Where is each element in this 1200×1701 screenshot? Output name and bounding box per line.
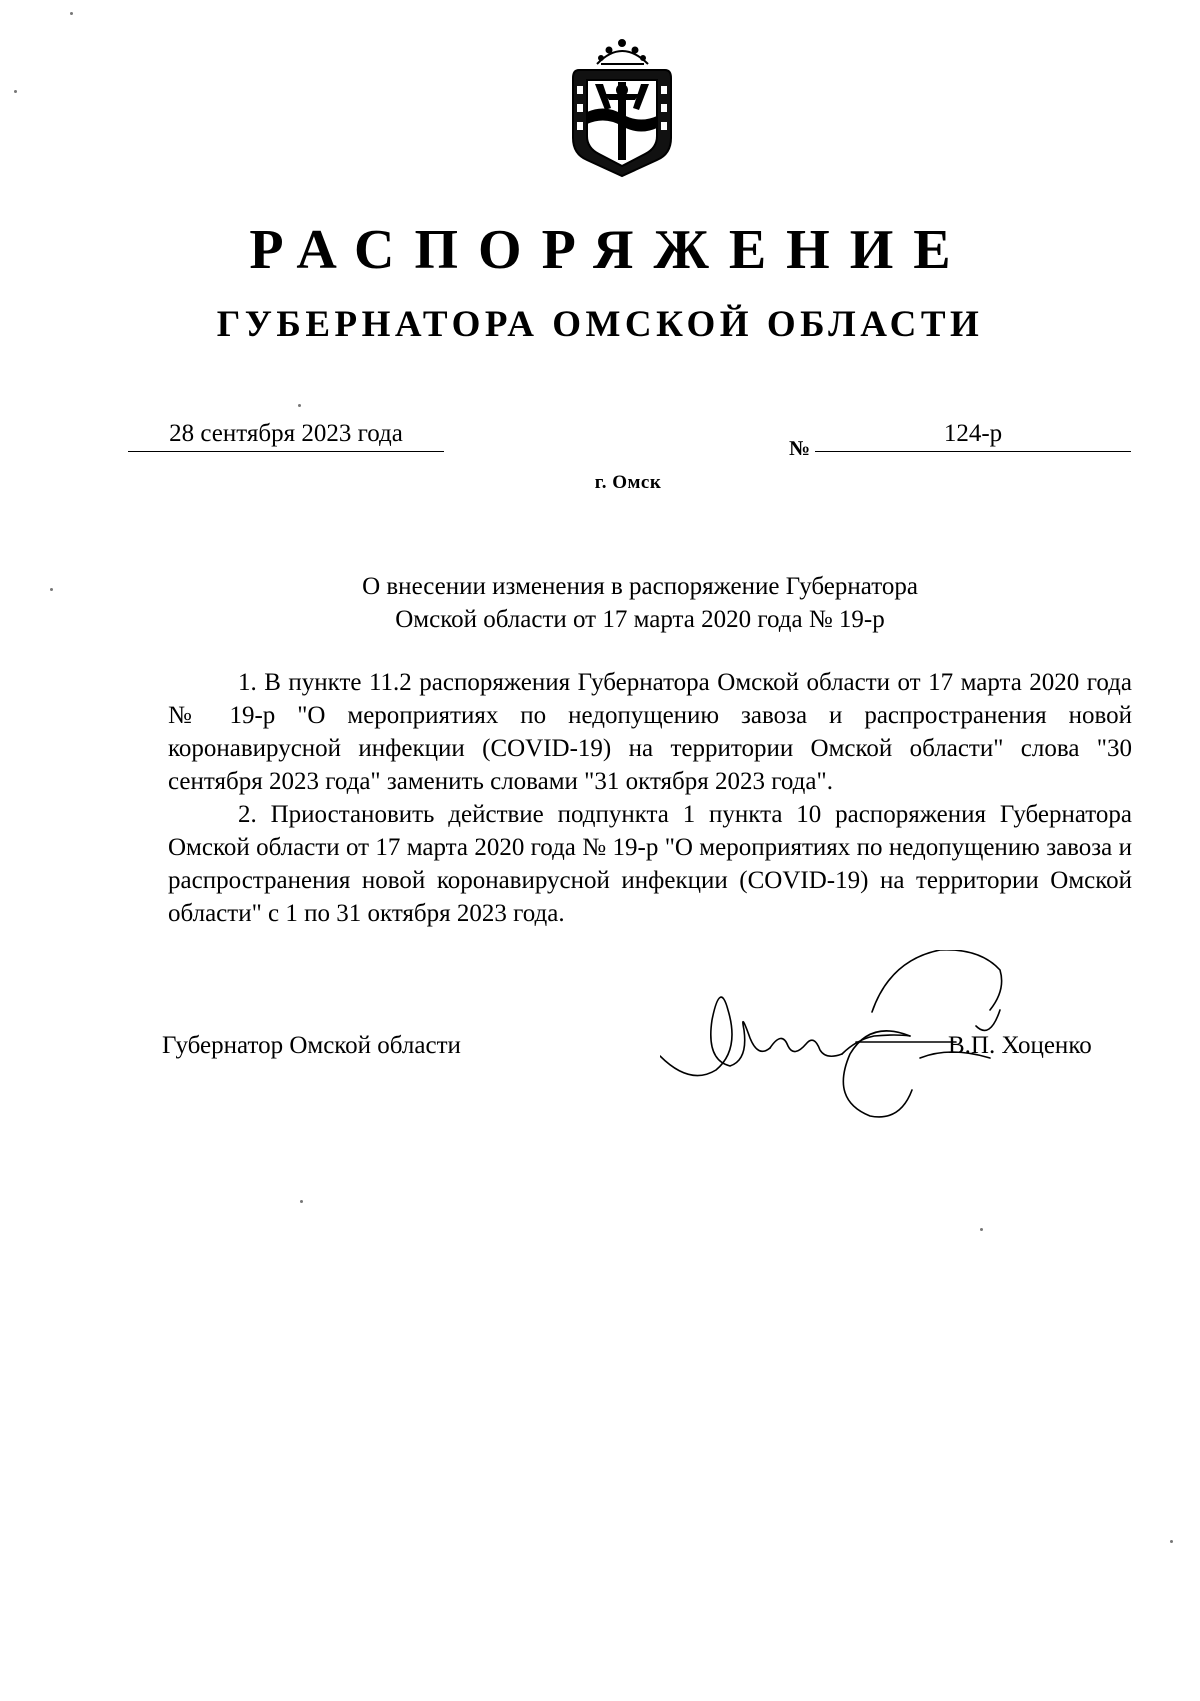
scan-speck [1170,1540,1173,1543]
number-mark: № [789,436,811,460]
scan-speck [14,90,17,93]
subject-line: Омской области от 17 марта 2020 года № 19-р [395,606,885,633]
subject-line: О внесении изменения в распоряжение Губернатора [362,573,918,600]
scan-speck [70,12,73,15]
signatory-name: В.П. Хоценко [948,1032,1092,1059]
document-date: 28 сентября 2023 года [128,420,444,452]
scan-speck [980,1228,983,1231]
document-number: 124-р [815,420,1131,452]
document-type-title: РАСПОРЯЖЕНИЕ [249,219,971,281]
scan-speck [50,588,53,591]
body-paragraph: 2. Приостановить действие подпункта 1 пункта 10 распоряжения Губернатора Омской области от 17 марта 2020 года № 19-р "О мероприятиях по недопущению завоза и распространения новой коронавирусной инфекции (COVID-19) на территории Омской области" с 1 по 31 октября 2023 года. [168,801,1132,927]
body-paragraph: 1. В пункте 11.2 распоряжения Губернатора Омской области от 17 марта 2020 года № 19-р "О мероприятиях по недопущению завоза и распространения новой коронавирусной инфекции (COVID-19) на территории Омской области" слова "30 сентября 2023 года" заменить словами "31 октября 2023 года". [168,669,1132,795]
signatory-position: Губернатор Омской области [162,1032,461,1059]
scan-speck [298,404,301,407]
coat-of-arms-icon [565,34,680,179]
scan-speck [300,1200,303,1203]
document-city: г. Омск [594,472,662,493]
document-body [168,666,1132,930]
signature-icon [660,950,1040,1130]
document-subject [300,570,980,636]
document-issuer: ГУБЕРНАТОРА ОМСКОЙ ОБЛАСТИ [216,304,984,345]
